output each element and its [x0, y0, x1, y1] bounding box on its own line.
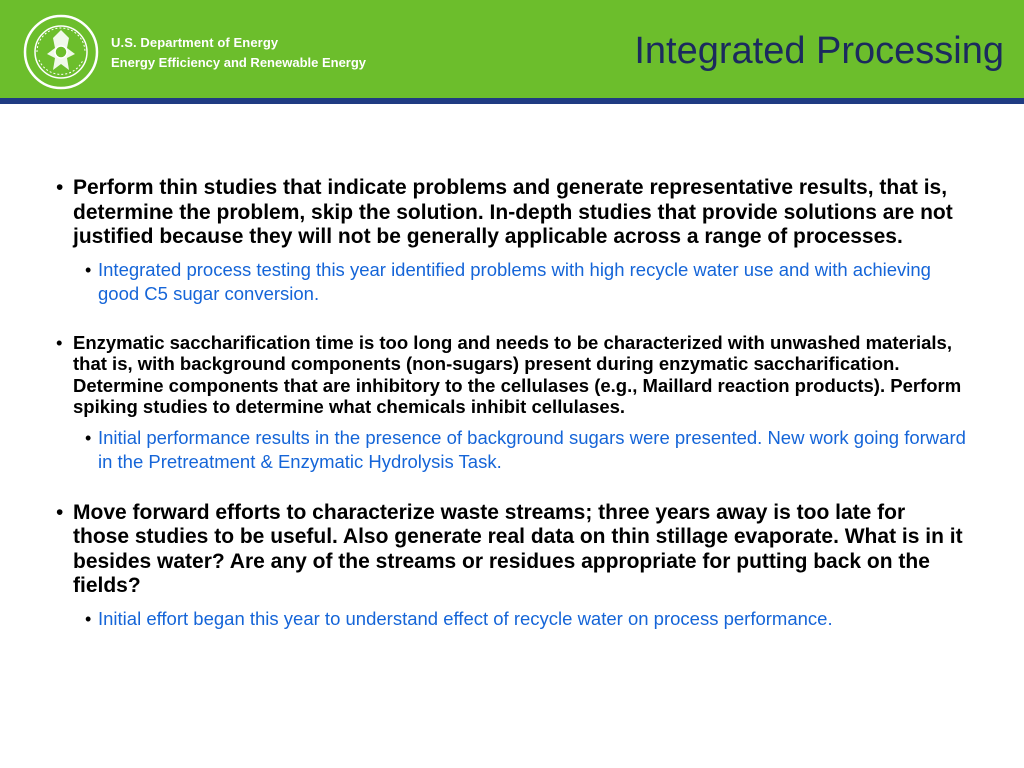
bullet-marker: •	[56, 176, 64, 199]
bullet-text: Perform thin studies that indicate problems and generate representative results, that is, determine the problem, skip the solution. In-depth studies that provide solutions are not justified because they will not be generally applicable across a range of processes.	[73, 176, 953, 248]
slide-title: Integrated Processing	[634, 30, 1004, 72]
organization-name	[111, 35, 366, 72]
sub-bullet-marker: •	[85, 608, 92, 629]
sub-bullet-marker: •	[85, 427, 92, 448]
bullet-text: Enzymatic saccharification time is too long and needs to be characterized with unwashed materials, that is, with background components (non-sugars) present during enzymatic saccharification. Determine components that are inhibitory to the cellulases (e.g., Maillard reaction products). Perform spiking studies to determine what chemicals inhibit cellulases.	[73, 331, 962, 417]
org-line-2: Energy Efficiency and Renewable Energy	[111, 55, 367, 70]
sub-bullet-item	[85, 258, 966, 306]
slide-body	[56, 176, 966, 631]
bullet-marker: •	[56, 500, 64, 524]
sub-bullet-text: Initial performance results in the presence of background sugars were presented. New work going forward in the Pretreatment & Enzymatic Hydrolysis Task.	[98, 426, 966, 472]
bullet-text: Move forward efforts to characterize waste streams; three years away is too late for those studies to be useful. Also generate real data on thin stillage evaporate. What is in it besides water? Are any of the streams or residues appropriate for putting back on the fields?	[73, 500, 963, 597]
header-divider	[0, 98, 1024, 104]
bullet-item	[56, 176, 966, 306]
doe-seal-icon	[23, 14, 99, 90]
org-line-1: U.S. Department of Energy	[111, 35, 279, 50]
bullet-marker: •	[56, 331, 63, 353]
sub-bullet-item	[85, 607, 966, 631]
bullet-item	[56, 332, 966, 474]
header-banner	[0, 0, 1024, 98]
sub-bullet-item	[85, 426, 966, 474]
sub-bullet-text: Initial effort began this year to understand effect of recycle water on process performance.	[98, 607, 833, 629]
sub-bullet-text: Integrated process testing this year identified problems with high recycle water use and with achieving good C5 sugar conversion.	[98, 258, 931, 304]
bullet-item	[56, 501, 966, 631]
sub-bullet-marker: •	[85, 259, 92, 280]
